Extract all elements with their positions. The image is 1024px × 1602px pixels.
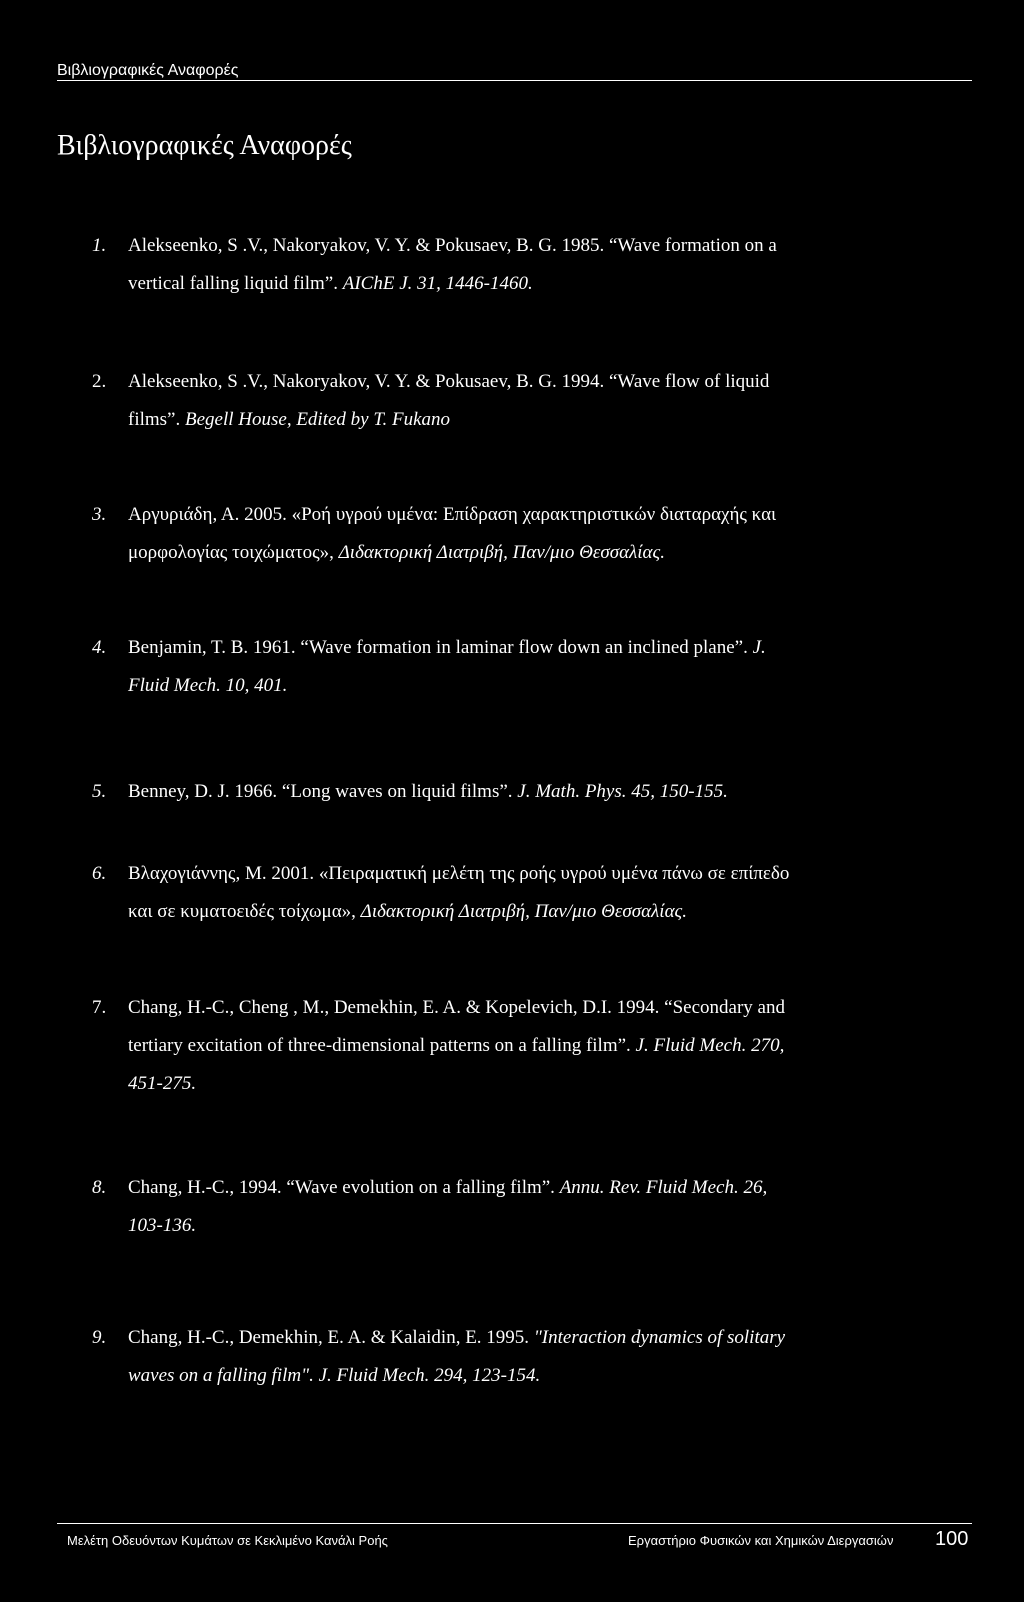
reference-number: 1. [92, 235, 107, 256]
reference-source: Fluid Mech. 10, 401. [128, 675, 288, 696]
reference-text: Benney, D. J. 1966. “Long waves on liquid films”. J. Math. Phys. 45, 150-155. [128, 781, 728, 802]
reference-number: 9. [92, 1327, 107, 1348]
footer-lab-name: Εργαστήριο Φυσικών και Χημικών Διεργασιών [628, 1533, 894, 1548]
reference-source: Διδακτορική Διατριβή, Παν/μιο Θεσσαλίας. [338, 542, 665, 563]
reference-text: films”. Begell House, Edited by T. Fukano [128, 409, 451, 430]
reference-source: AIChE J. 31, 1446-1460. [342, 273, 533, 294]
footer-divider [57, 1523, 972, 1524]
reference-number: 6. [92, 863, 107, 884]
reference-number: 8. [92, 1177, 107, 1198]
reference-source: 103-136. [128, 1215, 197, 1236]
reference-source: Begell House, Edited by T. Fukano [185, 409, 451, 430]
reference-number: 7. [92, 997, 107, 1018]
reference-text: Alekseenko, S .V., Nakoryakov, V. Y. & Pokusaev, B. G. 1994. “Wave flow of liquid [128, 371, 770, 392]
reference-text: Αργυριάδη, Α. 2005. «Ροή υγρού υμένα: Επίδραση χαρακτηριστικών διαταραχής και [128, 504, 777, 525]
header-divider [57, 80, 972, 81]
reference-number: 4. [92, 637, 107, 658]
reference-source: 451-275. [128, 1073, 197, 1094]
reference-number: 5. [92, 781, 107, 802]
reference-text: Chang, H.-C., 1994. “Wave evolution on a falling film”. Annu. Rev. Fluid Mech. 26, [128, 1177, 768, 1198]
reference-text: και σε κυματοειδές τοίχωμα», Διδακτορική Διατριβή, Παν/μιο Θεσσαλίας. [128, 901, 688, 922]
reference-source: J. Fluid Mech. 270, [635, 1035, 785, 1056]
reference-source: Annu. Rev. Fluid Mech. 26, [559, 1177, 768, 1198]
reference-source: J. Math. Phys. 45, 150-155. [517, 781, 728, 802]
reference-text: tertiary excitation of three-dimensional patterns on a falling film”. J. Fluid Mech. 270, [128, 1035, 785, 1056]
reference-text: Alekseenko, S .V., Nakoryakov, V. Y. & Pokusaev, B. G. 1985. “Wave formation on a [128, 235, 777, 256]
footer-thesis-title: Μελέτη Οδευόντων Κυμάτων σε Κεκλιμένο Κανάλι Ροής [67, 1533, 388, 1548]
reference-source: Διδακτορική Διατριβή, Παν/μιο Θεσσαλίας. [360, 901, 688, 922]
reference-text: Βλαχογιάννης, Μ. 2001. «Πειραματική μελέτη της ροής υγρού υμένα πάνω σε επίπεδο [128, 863, 790, 884]
reference-text: Chang, H.-C., Demekhin, E. A. & Kalaidin, E. 1995. "Interaction dynamics of solitary [128, 1327, 786, 1348]
reference-number: 2. [92, 371, 107, 392]
running-header: Βιβλιογραφικές Αναφορές [57, 62, 239, 79]
reference-text: vertical falling liquid film”. AIChE J. 31, 1446-1460. [128, 273, 533, 294]
reference-source: waves on a falling film". J. Fluid Mech. 294, 123-154. [128, 1365, 541, 1386]
page-title: Βιβλιογραφικές Αναφορές [57, 130, 352, 161]
page-number: 100 [935, 1528, 969, 1550]
reference-text: μορφολογίας τοιχώματος», Διδακτορική Διατριβή, Παν/μιο Θεσσαλίας. [128, 542, 665, 563]
reference-text: Chang, H.-C., Cheng , M., Demekhin, E. A. & Kopelevich, D.I. 1994. “Secondary and [128, 997, 785, 1018]
reference-source: "Interaction dynamics of solitary [533, 1327, 786, 1348]
reference-number: 3. [92, 504, 107, 525]
reference-text: Benjamin, T. B. 1961. “Wave formation in laminar flow down an inclined plane”. J. [128, 637, 766, 658]
